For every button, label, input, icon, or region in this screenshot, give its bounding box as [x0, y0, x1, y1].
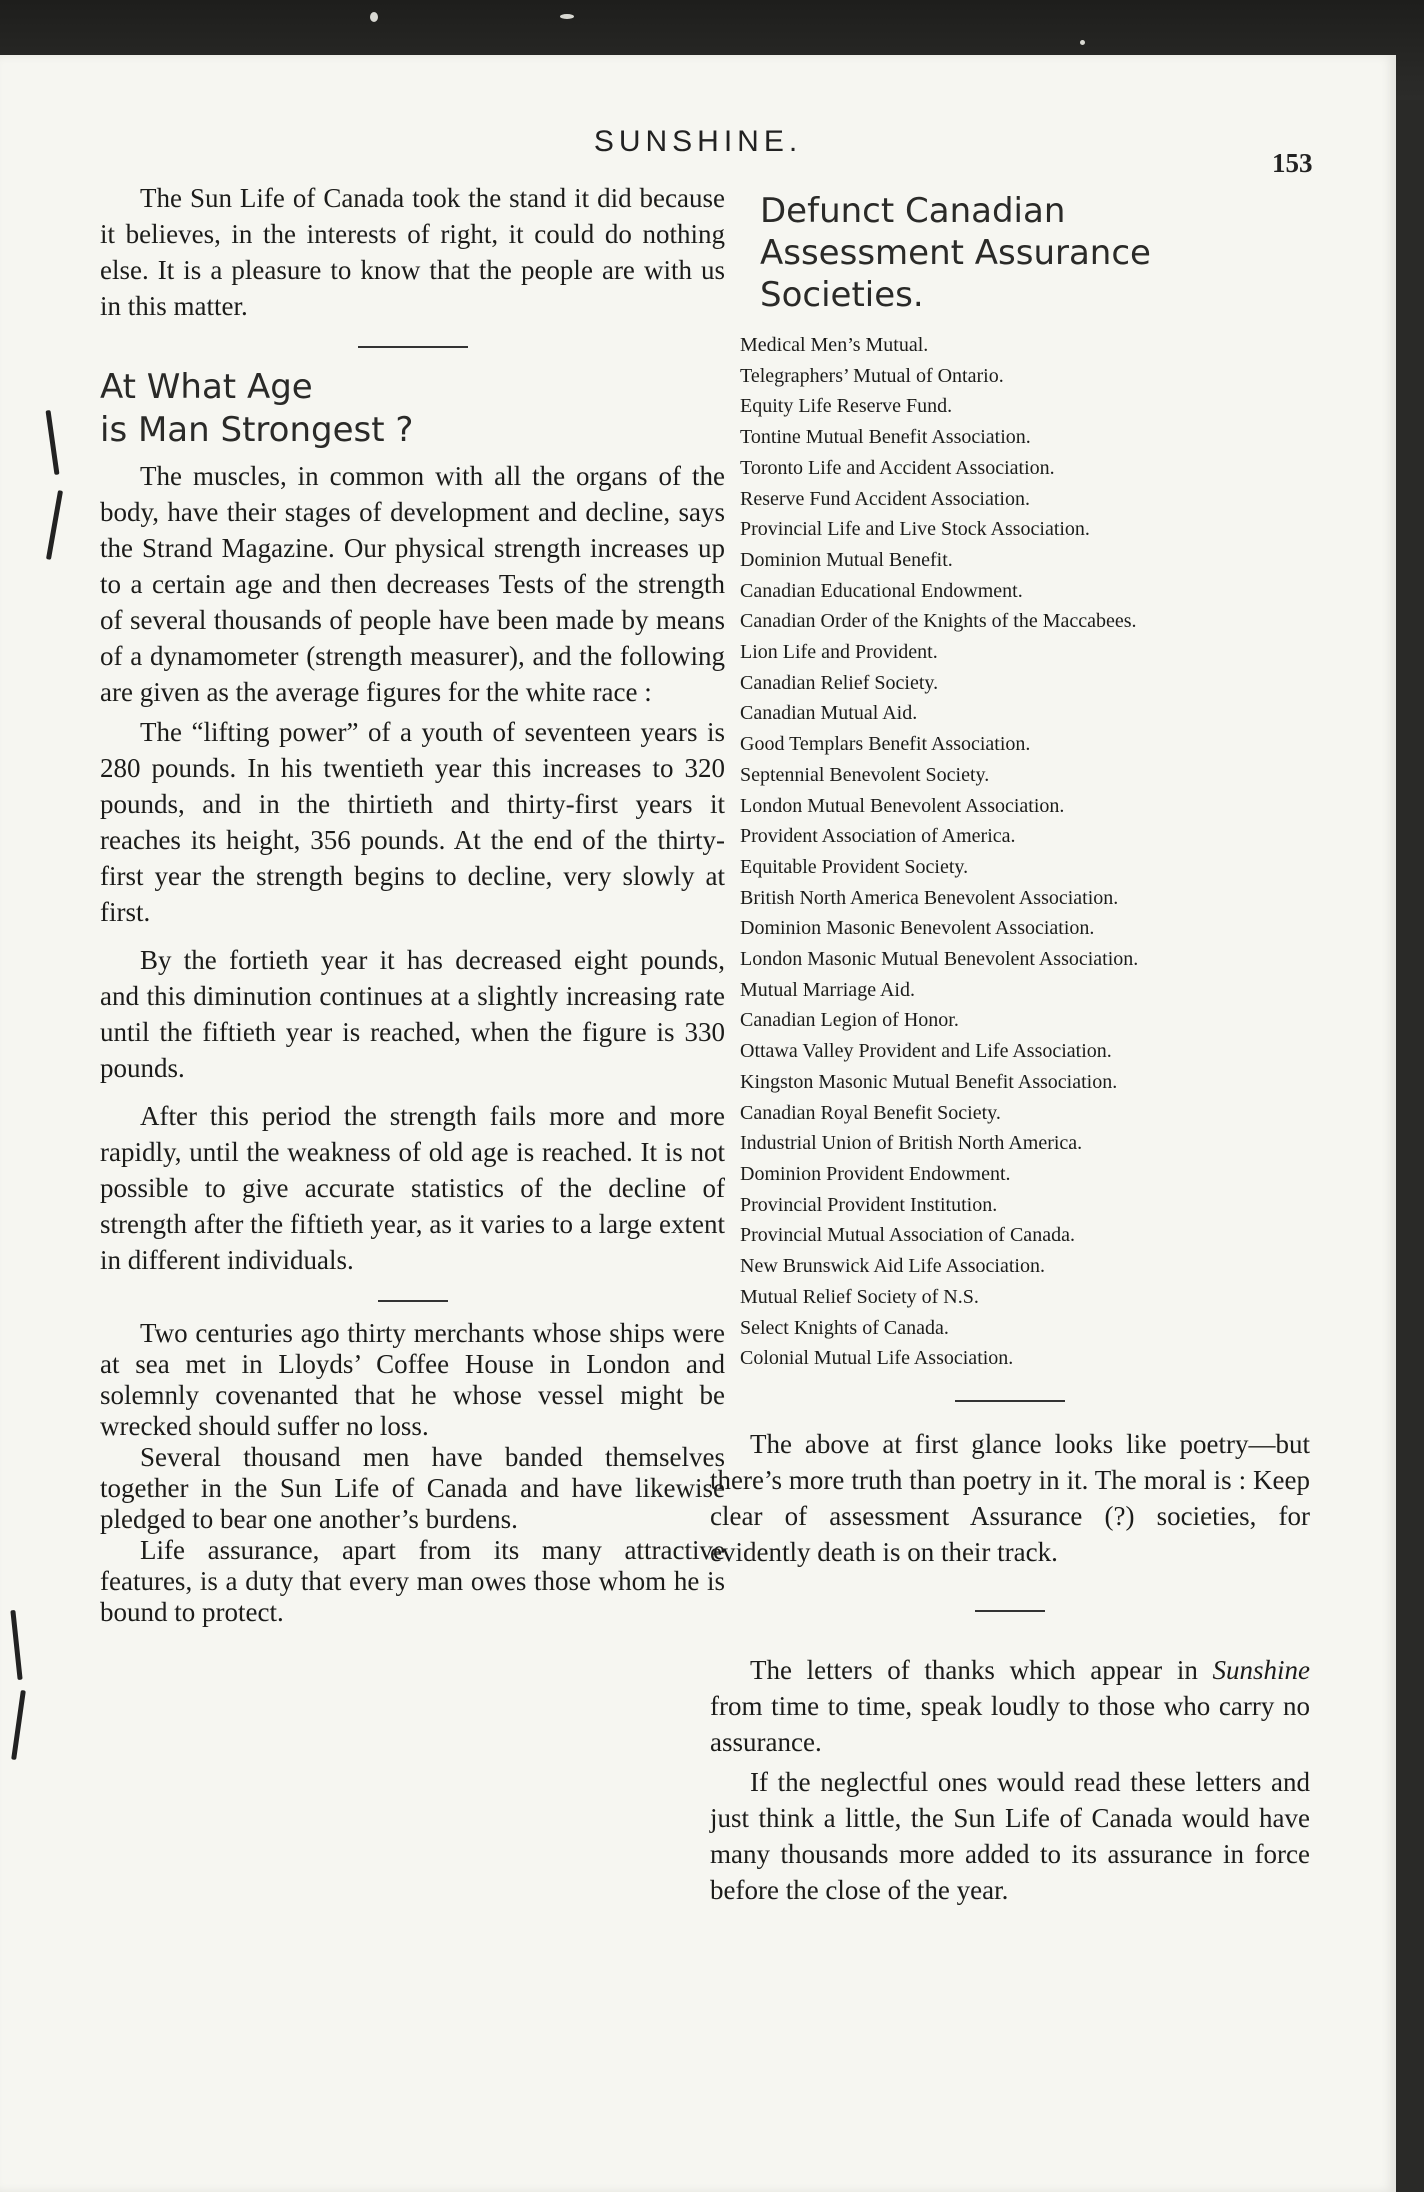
- society-item: Provident Association of America.: [740, 825, 1016, 848]
- society-item: Colonial Mutual Life Association.: [740, 1347, 1014, 1370]
- article-paragraph: The “lifting power” of a youth of seventeen years is 280 pounds. In his twentieth year this increases to 320 pounds, and in the thirtieth and thirty-first years it reaches its height, 356 pounds. At the end of the thirty-first year the strength begins to decline, very slowly at first.: [100, 717, 725, 927]
- society-item: Canadian Royal Benefit Society.: [740, 1101, 1001, 1124]
- right-column: [710, 190, 1310, 1908]
- section-divider: [358, 346, 468, 348]
- society-item: Medical Men’s Mutual.: [740, 334, 929, 356]
- closing-paragraph: Several thousand men have banded themselves together in the Sun Life of Canada and have likewise pledged to bear one another’s burdens.: [100, 1442, 725, 1534]
- article-title-line-1: At What Age: [100, 367, 313, 407]
- thanks-text-start: The letters of thanks which appear in: [750, 1654, 1213, 1685]
- society-item: Reserve Fund Accident Association.: [740, 487, 1030, 510]
- final-paragraph: If the neglectful ones would read these letters and just think a little, the Sun Life of Canada would have many thousands more added to its assurance in force before the close of the year.: [710, 1766, 1310, 1905]
- societies-title: [760, 190, 1310, 316]
- society-item: Mutual Relief Society of N.S.: [740, 1285, 979, 1308]
- section-divider: [975, 1610, 1045, 1612]
- thanks-paragraph: [710, 1652, 1310, 1760]
- society-item: British North America Benevolent Association.: [740, 886, 1119, 909]
- article-paragraph: The muscles, in common with all the organs of the body, have their stages of development and decline, says the Strand Magazine. Our physical strength increases up to a certain age and then decreases Tests of the strength of several thousands of people have been made by means of a dynamometer (strength measurer), and the following are given as the average figures for the white race :: [100, 461, 725, 707]
- society-item: Septennial Benevolent Society.: [740, 763, 990, 786]
- section-divider: [955, 1400, 1065, 1402]
- closing-paragraph: Life assurance, apart from its many attractive features, is a duty that every man owes those whom he is bound to protect.: [100, 1535, 725, 1627]
- societies-title-line-3: Societies.: [760, 275, 924, 315]
- societies-title-line-2: Assessment Assurance: [760, 233, 1151, 273]
- societies-list: [740, 330, 1310, 1374]
- society-item: Telegraphers’ Mutual of Ontario.: [740, 364, 1004, 387]
- closing-paragraph: Two centuries ago thirty merchants whose ships were at sea met in Lloyds’ Coffee House in London and solemnly covenanted that he whose vessel might be wrecked should suffer no loss.: [100, 1318, 725, 1441]
- scan-speck: [560, 14, 574, 19]
- sunshine-italic: Sunshine: [1212, 1654, 1310, 1685]
- society-item: Provincial Life and Live Stock Association.: [740, 518, 1090, 541]
- left-column: [100, 180, 725, 1628]
- article-paragraph: After this period the strength fails more and more rapidly, until the weakness of old age is reached. It is not possible to give accurate statistics of the decline of strength after the fiftieth year, as it varies to a large extent in different individuals.: [100, 1101, 725, 1275]
- society-item: Ottawa Valley Provident and Life Association.: [740, 1040, 1112, 1063]
- moral-paragraph: The above at first glance looks like poetry—but there’s more truth than poetry in it. The moral is : Keep clear of assessment Assurance (?) societies, for evidently death is on their track.: [710, 1428, 1310, 1567]
- society-item: Equity Life Reserve Fund.: [740, 395, 953, 418]
- society-item: Industrial Union of British North America.: [740, 1132, 1083, 1155]
- society-item: Good Templars Benefit Association.: [740, 733, 1031, 756]
- article-title-line-2: is Man Strongest ?: [100, 410, 414, 450]
- society-item: London Masonic Mutual Benevolent Association.: [740, 948, 1139, 971]
- societies-title-line-1: Defunct Canadian: [760, 191, 1066, 231]
- closing-section: [100, 1318, 725, 1628]
- society-item: Lion Life and Provident.: [740, 641, 938, 664]
- society-item: Provincial Provident Institution.: [740, 1193, 998, 1216]
- scan-speck: [1080, 40, 1085, 45]
- society-item: Canadian Legion of Honor.: [740, 1009, 959, 1032]
- society-item: New Brunswick Aid Life Association.: [740, 1255, 1045, 1278]
- society-item: Select Knights of Canada.: [740, 1316, 949, 1339]
- society-item: Canadian Relief Society.: [740, 671, 939, 694]
- society-item: London Mutual Benevolent Association.: [740, 794, 1065, 817]
- society-item: Mutual Marriage Aid.: [740, 978, 915, 1001]
- thanks-text-end: from time to time, speak loudly to those who carry no assurance.: [710, 1690, 1310, 1757]
- running-header-title: SUNSHINE.: [593, 125, 803, 158]
- society-item: Canadian Educational Endowment.: [740, 579, 1023, 602]
- society-item: Dominion Masonic Benevolent Association.: [740, 917, 1095, 940]
- society-item: Canadian Order of the Knights of the Maccabees.: [740, 610, 1137, 633]
- society-item: Dominion Mutual Benefit.: [740, 548, 953, 571]
- society-item: Equitable Provident Society.: [740, 855, 969, 878]
- society-item: Dominion Provident Endowment.: [740, 1162, 1011, 1185]
- opening-paragraph: The Sun Life of Canada took the stand it did because it believes, in the interests of right, it could do nothing else. It is a pleasure to know that the people are with us in this matter.: [100, 183, 725, 321]
- society-item: Toronto Life and Accident Association.: [740, 456, 1055, 479]
- society-item: Provincial Mutual Association of Canada.: [740, 1224, 1075, 1247]
- page-number: 153: [1272, 148, 1313, 178]
- article-title: [100, 366, 725, 452]
- scan-speck: [370, 12, 378, 22]
- society-item: Tontine Mutual Benefit Association.: [740, 426, 1031, 449]
- society-item: Kingston Masonic Mutual Benefit Association.: [740, 1070, 1118, 1093]
- society-item: Canadian Mutual Aid.: [740, 702, 918, 725]
- section-divider: [378, 1300, 448, 1302]
- article-paragraph: By the fortieth year it has decreased eight pounds, and this diminution continues at a slightly increasing rate until the fiftieth year is reached, when the figure is 330 pounds.: [100, 945, 725, 1083]
